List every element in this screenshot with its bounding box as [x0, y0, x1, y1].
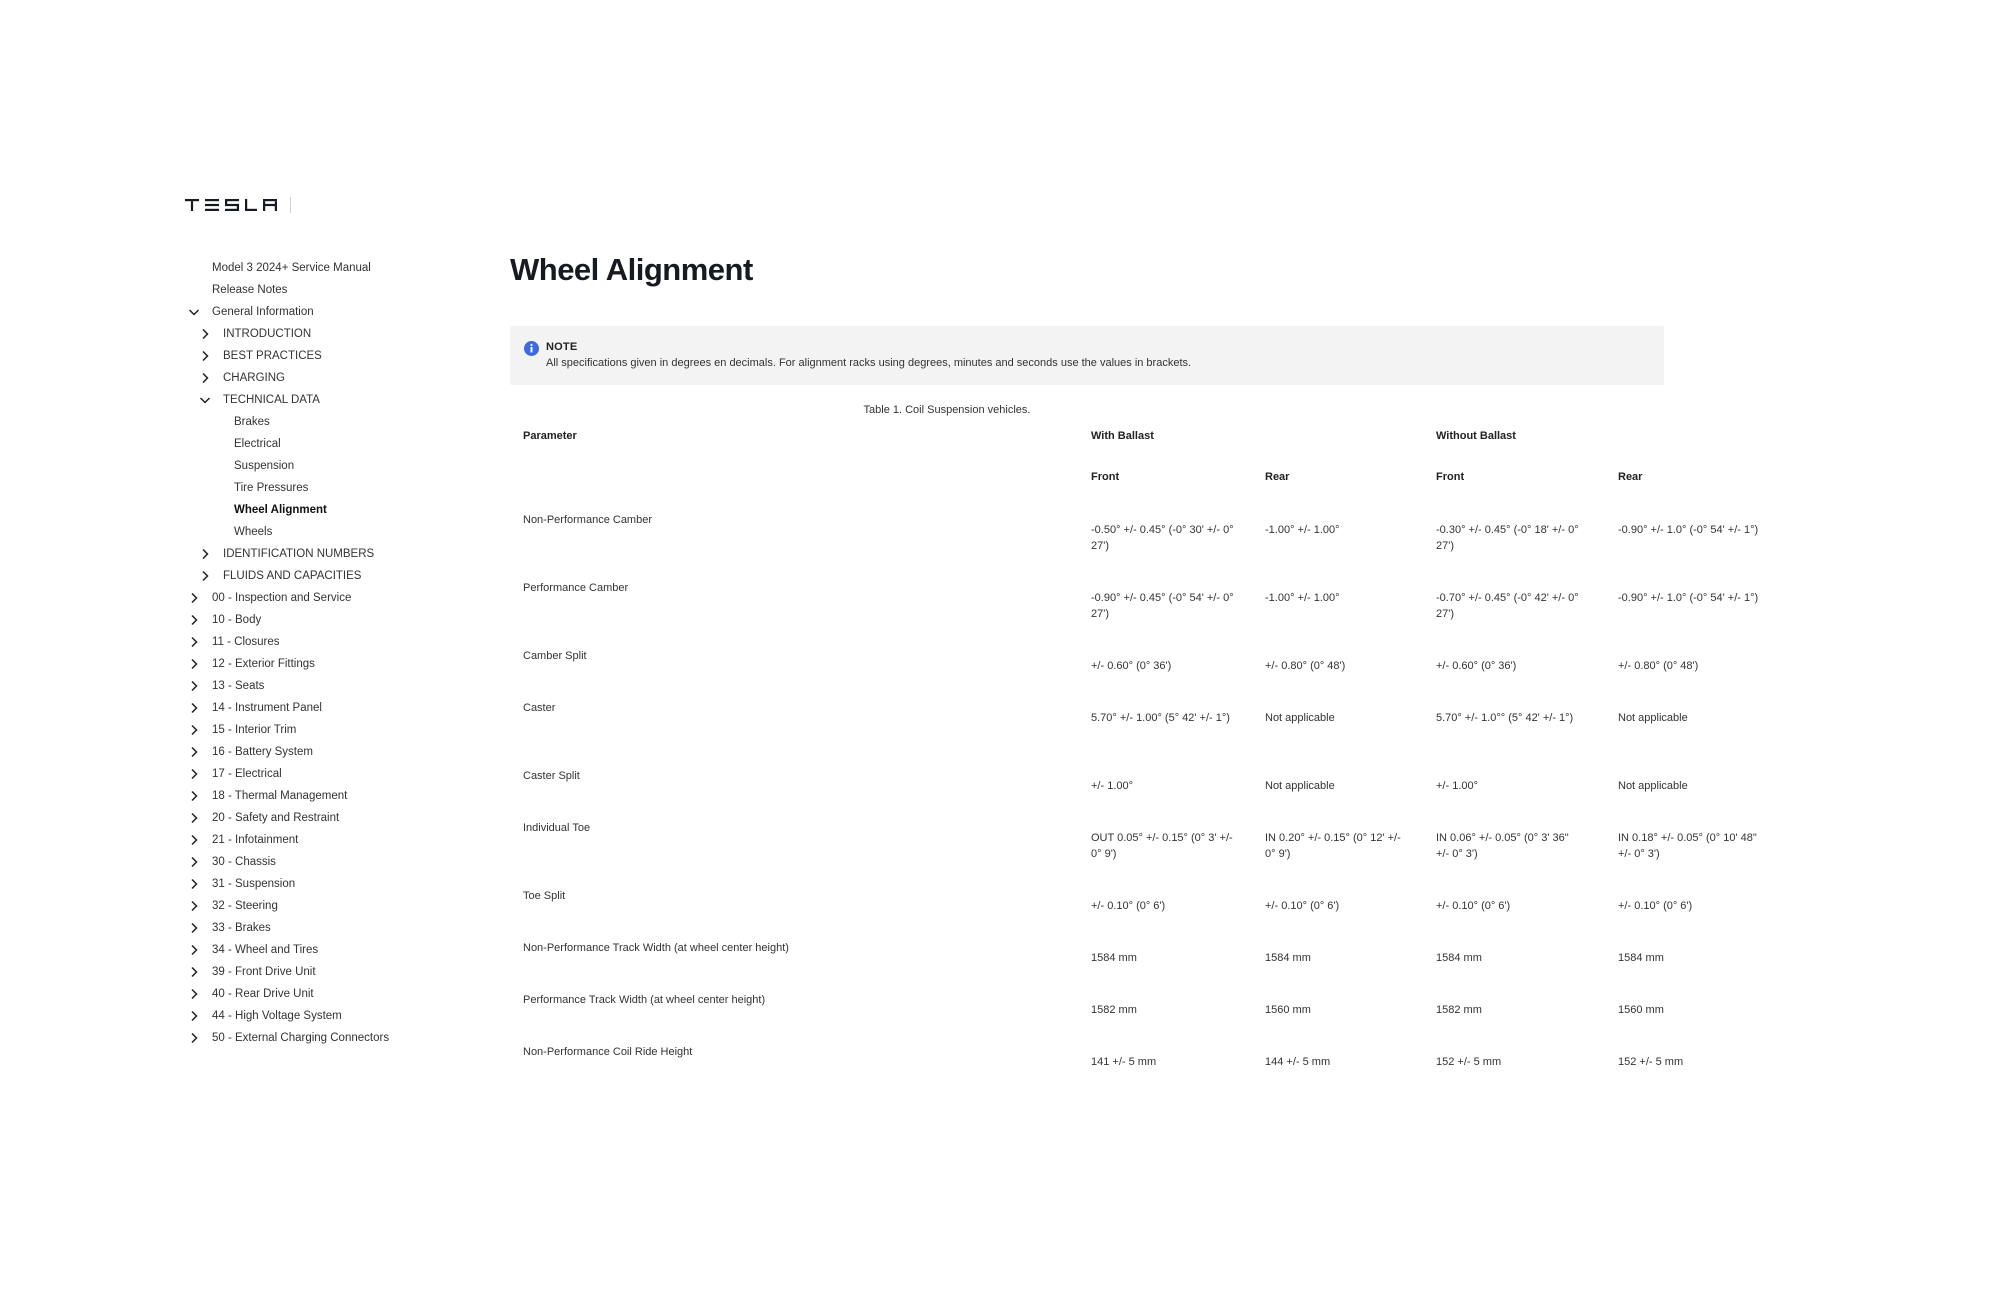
table-caption — [510, 404, 1790, 416]
param-cell: Performance Track Width (at wheel center height) — [523, 994, 766, 1006]
value-cell: 1560 mm — [1265, 1004, 1311, 1016]
value-cell: OUT 0.05° +/- 0.15° (0° 3' +/- 0° 9') — [1091, 832, 1233, 860]
header-parameter: Parameter — [523, 430, 577, 442]
sidebar-item-20-safety-and-restraint[interactable] — [180, 807, 510, 829]
sidebar-item-label: 16 - Battery System — [212, 746, 313, 758]
value-cell: IN 0.06° +/- 0.05° (0° 3' 36" +/- 0° 3') — [1436, 832, 1569, 860]
param-cell: Non-Performance Coil Ride Height — [523, 1046, 693, 1058]
sidebar-item-label: Tire Pressures — [234, 482, 309, 494]
chevron-right-icon[interactable] — [188, 922, 200, 934]
sidebar-item-32-steering[interactable] — [180, 895, 510, 917]
value-cell: -1.00° +/- 1.00° — [1265, 592, 1340, 604]
sidebar-item-label: 40 - Rear Drive Unit — [212, 988, 314, 1000]
header-with-ballast: With Ballast — [1091, 430, 1154, 442]
sidebar-item-label: 39 - Front Drive Unit — [212, 966, 316, 978]
value-cell: +/- 0.80° (0° 48') — [1618, 660, 1699, 672]
sidebar-item-label: Model 3 2024+ Service Manual — [212, 262, 371, 274]
sidebar-item-label: BEST PRACTICES — [223, 350, 322, 362]
sidebar-item-fluids-and-capacities[interactable] — [180, 565, 510, 587]
sidebar-item-14-instrument-panel[interactable] — [180, 697, 510, 719]
param-cell: Caster Split — [523, 770, 580, 782]
param-cell: Non-Performance Track Width (at wheel center height) — [523, 942, 789, 954]
sidebar-item-label: 32 - Steering — [212, 900, 278, 912]
sidebar-item-13-seats[interactable] — [180, 675, 510, 697]
sidebar-item-suspension[interactable] — [180, 455, 510, 477]
header-with-rear: Rear — [1265, 471, 1290, 483]
sidebar-item-label: 50 - External Charging Connectors — [212, 1032, 390, 1044]
value-cell: 1560 mm — [1618, 1004, 1664, 1016]
value-cell: 144 +/- 5 mm — [1265, 1056, 1331, 1068]
sidebar-item-40-rear-drive-unit[interactable] — [180, 983, 510, 1005]
value-cell: 1584 mm — [1436, 952, 1482, 964]
param-cell: Toe Split — [523, 890, 566, 902]
sidebar-item-release-notes[interactable] — [180, 279, 510, 301]
value-cell: +/- 1.00° — [1436, 780, 1479, 792]
note-title: NOTE — [546, 341, 578, 353]
value-cell: +/- 0.60° (0° 36') — [1091, 660, 1172, 672]
sidebar-item-label: 44 - High Voltage System — [212, 1010, 342, 1022]
sidebar-item-21-infotainment[interactable] — [180, 829, 510, 851]
param-cell: Performance Camber — [523, 582, 629, 594]
sidebar-nav — [180, 257, 510, 1049]
sidebar-item-label: Wheel Alignment — [234, 504, 327, 516]
chevron-right-icon[interactable] — [188, 856, 200, 868]
value-cell: +/- 0.60° (0° 36') — [1436, 660, 1517, 672]
value-cell: 1584 mm — [1618, 952, 1664, 964]
sidebar-item-label: TECHNICAL DATA — [223, 394, 320, 406]
value-cell: Not applicable — [1618, 712, 1688, 724]
header-without-ballast: Without Ballast — [1436, 430, 1516, 442]
value-cell: 1582 mm — [1091, 1004, 1137, 1016]
value-cell: 1584 mm — [1265, 952, 1311, 964]
sidebar-item-tire-pressures[interactable] — [180, 477, 510, 499]
sidebar-item-label: 13 - Seats — [212, 680, 265, 692]
chevron-right-icon[interactable] — [188, 966, 200, 978]
sidebar-item-15-interior-trim[interactable] — [180, 719, 510, 741]
chevron-right-icon[interactable] — [188, 944, 200, 956]
value-cell: 5.70° +/- 1.0°° (5° 42' +/- 1°) — [1436, 712, 1574, 724]
chevron-down-icon[interactable] — [188, 306, 200, 318]
sidebar-item-label: Electrical — [234, 438, 281, 450]
param-cell: Non-Performance Camber — [523, 514, 652, 526]
sidebar-item-introduction[interactable] — [180, 323, 510, 345]
param-cell: Individual Toe — [523, 822, 591, 834]
sidebar-item-label: 14 - Instrument Panel — [212, 702, 322, 714]
sidebar-item-label: General Information — [212, 306, 314, 318]
sidebar-item-label: 31 - Suspension — [212, 878, 296, 890]
sidebar-item-label: IDENTIFICATION NUMBERS — [223, 548, 375, 560]
chevron-right-icon[interactable] — [199, 350, 211, 362]
chevron-right-icon[interactable] — [188, 812, 200, 824]
sidebar-item-electrical[interactable] — [180, 433, 510, 455]
info-icon — [524, 341, 539, 356]
value-cell: -0.70° +/- 0.45° (-0° 42' +/- 0° 27') — [1436, 592, 1579, 620]
value-cell: Not applicable — [1265, 712, 1335, 724]
sidebar-item-best-practices[interactable] — [180, 345, 510, 367]
sidebar-item-brakes[interactable] — [180, 411, 510, 433]
sidebar-item-label: Wheels — [234, 526, 273, 538]
sidebar-item-identification-numbers[interactable] — [180, 543, 510, 565]
header-without-front: Front — [1436, 471, 1465, 483]
param-cell: Camber Split — [523, 650, 587, 662]
value-cell: -0.90° +/- 1.0° (-0° 54' +/- 1°) — [1618, 592, 1759, 604]
sidebar-item-39-front-drive-unit[interactable] — [180, 961, 510, 983]
chevron-right-icon[interactable] — [188, 900, 200, 912]
chevron-right-icon[interactable] — [199, 372, 211, 384]
sidebar-item-16-battery-system[interactable] — [180, 741, 510, 763]
chevron-right-icon[interactable] — [188, 702, 200, 714]
value-cell: 1584 mm — [1091, 952, 1137, 964]
note-box — [510, 326, 1664, 385]
table-caption-text: Table 1. Coil Suspension vehicles. — [863, 404, 1031, 416]
sidebar-item-label: Release Notes — [212, 284, 288, 296]
sidebar-item-label: 11 - Closures — [212, 636, 280, 648]
value-cell: +/- 0.10° (0° 6') — [1618, 900, 1693, 912]
value-cell: -0.30° +/- 0.45° (-0° 18' +/- 0° 27') — [1436, 524, 1579, 552]
main-content — [510, 245, 1760, 1068]
sidebar-item-label: 30 - Chassis — [212, 856, 276, 868]
value-cell: -1.00° +/- 1.00° — [1265, 524, 1340, 536]
sidebar-item-model-3-2024-service-manual[interactable] — [180, 257, 510, 279]
header-without-rear: Rear — [1618, 471, 1643, 483]
chevron-right-icon[interactable] — [188, 746, 200, 758]
sidebar-item-11-closures[interactable] — [180, 631, 510, 653]
value-cell: 5.70° +/- 1.00° (5° 42' +/- 1°) — [1091, 712, 1230, 724]
chevron-right-icon[interactable] — [188, 614, 200, 626]
note-text: All specifications given in degrees en decimals. For alignment racks using degrees, minutes and seconds use the values in brackets. — [546, 357, 1192, 369]
sidebar-item-18-thermal-management[interactable] — [180, 785, 510, 807]
sidebar-item-wheel-alignment[interactable] — [180, 499, 510, 521]
chevron-right-icon[interactable] — [188, 768, 200, 780]
chevron-right-icon[interactable] — [188, 834, 200, 846]
sidebar-item-00-inspection-and-service[interactable] — [180, 587, 510, 609]
tesla-wordmark-icon — [185, 199, 280, 211]
value-cell: 141 +/- 5 mm — [1091, 1056, 1157, 1068]
chevron-right-icon[interactable] — [188, 658, 200, 670]
chevron-right-icon[interactable] — [188, 636, 200, 648]
sidebar-item-50-external-charging-connectors[interactable] — [180, 1027, 510, 1049]
chevron-right-icon[interactable] — [188, 790, 200, 802]
sidebar-item-30-chassis[interactable] — [180, 851, 510, 873]
value-cell: +/- 1.00° — [1091, 780, 1134, 792]
sidebar-item-label: 21 - Infotainment — [212, 834, 299, 846]
chevron-right-icon[interactable] — [188, 724, 200, 736]
sidebar-item-label: 33 - Brakes — [212, 922, 271, 934]
chevron-right-icon[interactable] — [199, 328, 211, 340]
value-cell: -0.50° +/- 0.45° (-0° 30' +/- 0° 27') — [1091, 524, 1234, 552]
tesla-logo[interactable] — [185, 198, 291, 212]
chevron-down-icon[interactable] — [199, 394, 211, 406]
value-cell: 1582 mm — [1436, 1004, 1482, 1016]
sidebar-item-label: 17 - Electrical — [212, 768, 282, 780]
sidebar-item-wheels[interactable] — [180, 521, 510, 543]
chevron-right-icon[interactable] — [188, 1010, 200, 1022]
sidebar-item-12-exterior-fittings[interactable] — [180, 653, 510, 675]
value-cell: -0.90° +/- 0.45° (-0° 54' +/- 0° 27') — [1091, 592, 1234, 620]
value-cell: IN 0.20° +/- 0.15° (0° 12' +/- 0° 9') — [1265, 832, 1401, 860]
sidebar-item-label: FLUIDS AND CAPACITIES — [223, 570, 362, 582]
sidebar-item-34-wheel-and-tires[interactable] — [180, 939, 510, 961]
sidebar-item-33-brakes[interactable] — [180, 917, 510, 939]
sidebar-item-label: 18 - Thermal Management — [212, 790, 348, 802]
sidebar-item-31-suspension[interactable] — [180, 873, 510, 895]
chevron-right-icon[interactable] — [199, 570, 211, 582]
sidebar-item-label: CHARGING — [223, 372, 285, 384]
sidebar-item-10-body[interactable] — [180, 609, 510, 631]
chevron-right-icon[interactable] — [188, 680, 200, 692]
sidebar-item-label: INTRODUCTION — [223, 328, 312, 340]
value-cell: +/- 0.80° (0° 48') — [1265, 660, 1346, 672]
sidebar-item-label: 15 - Interior Trim — [212, 724, 297, 736]
sidebar-item-label: 12 - Exterior Fittings — [212, 658, 315, 670]
chevron-right-icon[interactable] — [199, 548, 211, 560]
value-cell: 152 +/- 5 mm — [1436, 1056, 1502, 1068]
chevron-right-icon[interactable] — [188, 878, 200, 890]
sidebar-item-label: 10 - Body — [212, 614, 262, 626]
logo-divider — [290, 197, 291, 213]
value-cell: -0.90° +/- 1.0° (-0° 54' +/- 1°) — [1618, 524, 1759, 536]
sidebar-item-label: 00 - Inspection and Service — [212, 592, 352, 604]
value-cell: 152 +/- 5 mm — [1618, 1056, 1684, 1068]
value-cell: Not applicable — [1618, 780, 1688, 792]
value-cell: +/- 0.10° (0° 6') — [1091, 900, 1166, 912]
sidebar-item-general-information[interactable] — [180, 301, 510, 323]
value-cell: Not applicable — [1265, 780, 1335, 792]
param-cell: Caster — [523, 702, 556, 714]
chevron-right-icon[interactable] — [188, 988, 200, 1000]
sidebar-item-label: Suspension — [234, 460, 295, 472]
value-cell: +/- 0.10° (0° 6') — [1436, 900, 1511, 912]
sidebar-item-17-electrical[interactable] — [180, 763, 510, 785]
sidebar-item-technical-data[interactable] — [180, 389, 510, 411]
sidebar-item-label: 34 - Wheel and Tires — [212, 944, 319, 956]
sidebar-item-44-high-voltage-system[interactable] — [180, 1005, 510, 1027]
sidebar-item-label: 20 - Safety and Restraint — [212, 812, 340, 824]
sidebar-item-charging[interactable] — [180, 367, 510, 389]
value-cell: +/- 0.10° (0° 6') — [1265, 900, 1340, 912]
value-cell: IN 0.18° +/- 0.05° (0° 10' 48" +/- 0° 3') — [1618, 832, 1757, 860]
chevron-right-icon[interactable] — [188, 592, 200, 604]
page-title: Wheel Alignment — [510, 252, 753, 287]
sidebar-item-label: Brakes — [234, 416, 270, 428]
header-with-front: Front — [1091, 471, 1120, 483]
chevron-right-icon[interactable] — [188, 1032, 200, 1044]
